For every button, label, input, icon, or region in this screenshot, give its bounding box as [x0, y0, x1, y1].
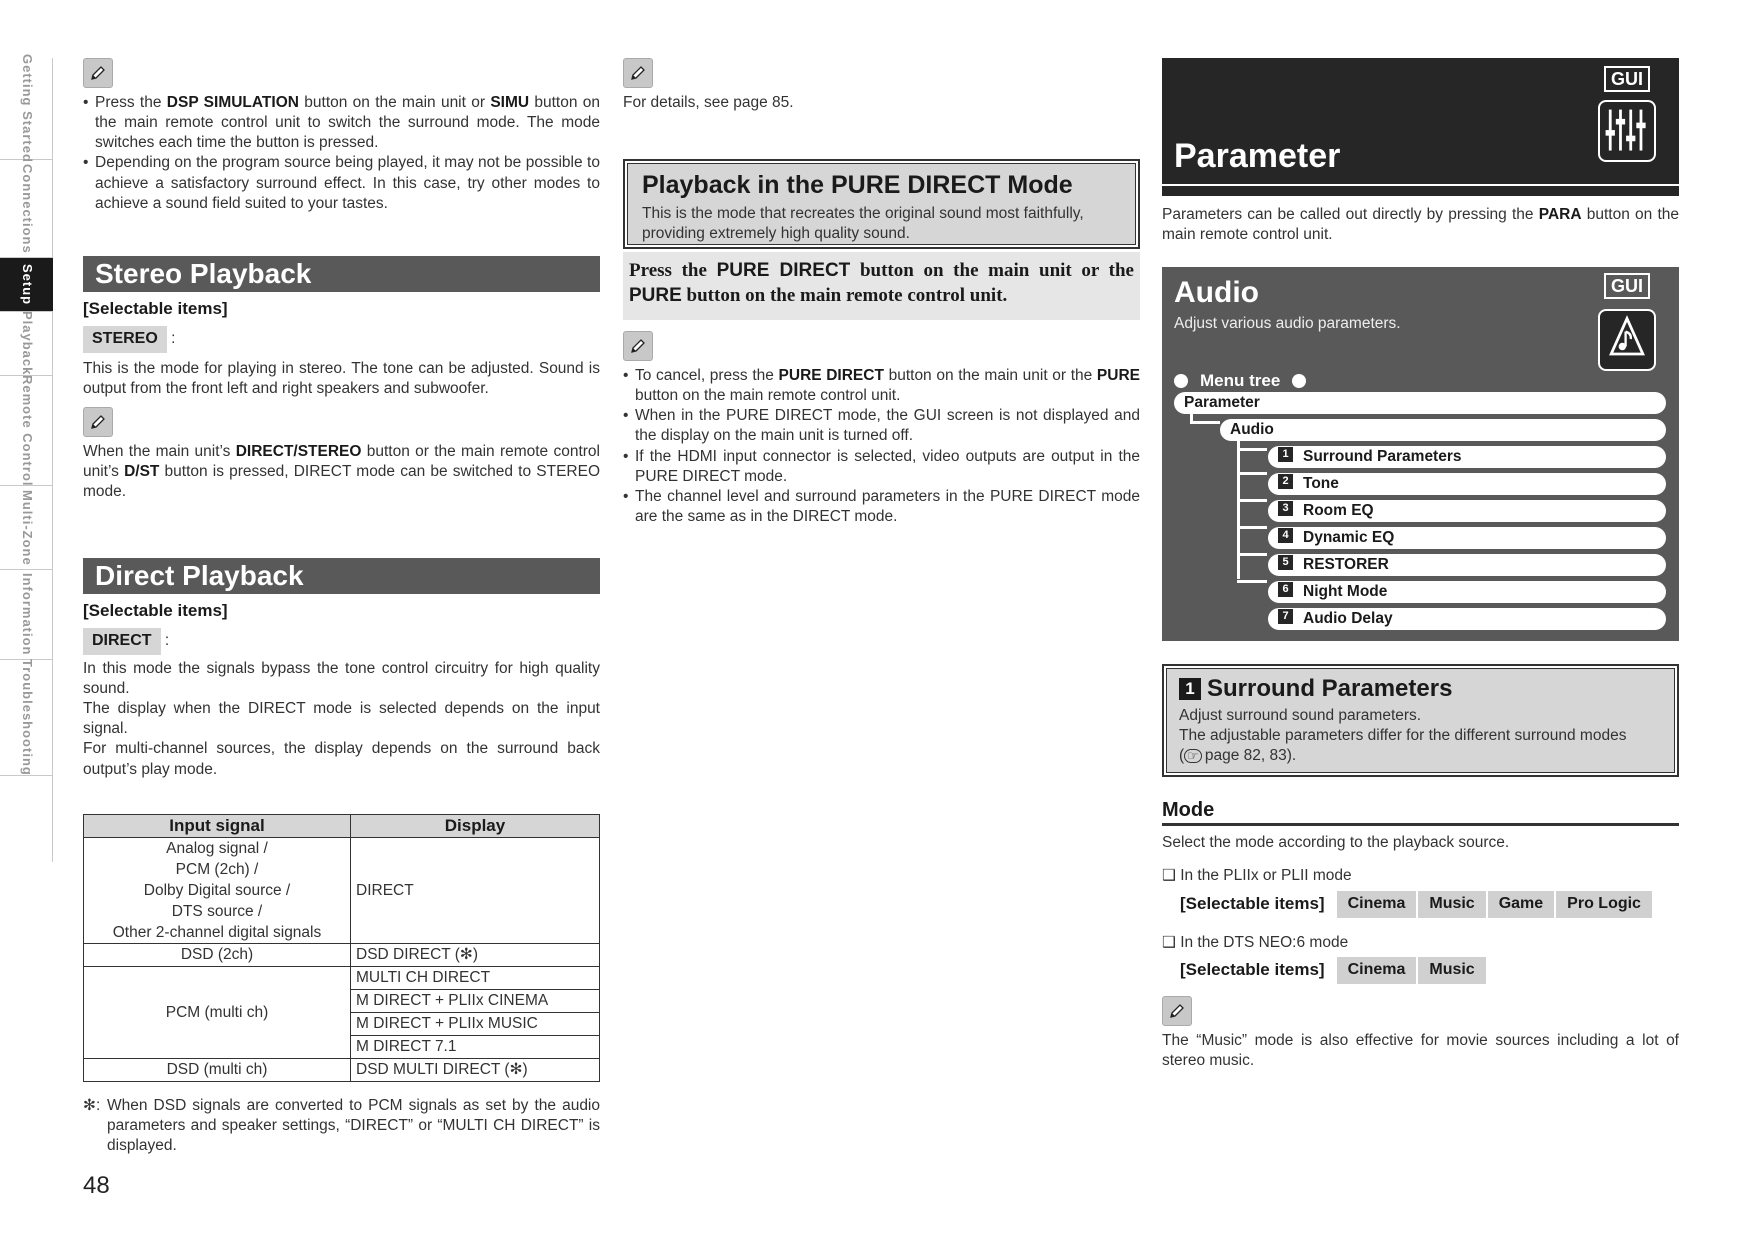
direct-mode-badge: DIRECT [83, 628, 161, 655]
parameter-header [1162, 58, 1679, 196]
tree-item-tone[interactable]: 2 Tone [1268, 473, 1666, 495]
neo-mode-label: ❑ In the DTS NEO:6 mode [1162, 934, 1349, 951]
table-cell: DSD MULTI DIRECT (✻) [351, 1059, 600, 1082]
plii-selectable-items: [Selectable items] Cinema Music Game Pro Logic [1180, 891, 1654, 918]
parameter-description: Parameters can be called out directly by pressing the PARA button on the main remote control unit. [1162, 206, 1679, 244]
table-row [84, 944, 600, 967]
table-cell: DSD DIRECT (✻) [351, 944, 600, 967]
list-item: • Depending on the program source being played, it may not be possible to achieve a satisfactory surround effect. In this case, try other modes to achieve a sound field suited to your tastes. [83, 153, 600, 213]
direct-description-1: In this mode the signals bypass the tone control circuitry for high quality sound. [83, 659, 600, 698]
note-pencil-icon [83, 407, 113, 437]
side-tab-troubleshooting[interactable]: Troubleshooting [0, 660, 53, 776]
surround-line-3: ( ☞ page 82, 83). [1179, 747, 1297, 765]
side-tab-information[interactable]: Information [0, 570, 53, 660]
table-cell: DIRECT [351, 838, 600, 944]
stereo-playback-section [83, 256, 600, 503]
table-row [84, 838, 600, 944]
list-item: • The channel level and surround parameters in the PURE DIRECT mode are the same as in the DIRECT mode. [623, 487, 1140, 527]
table-row [84, 1059, 600, 1082]
table-row [84, 967, 600, 990]
tree-item-audio[interactable]: Audio [1220, 419, 1666, 441]
table-cell: M DIRECT + PLIIx MUSIC [351, 1013, 600, 1036]
pure-direct-instruction: Press the PURE DIRECT button on the main unit or the PURE button on the main remote control unit. [623, 252, 1140, 320]
surround-line-2: The adjustable parameters differ for the different surround modes [1179, 727, 1627, 745]
option-game: Game [1488, 891, 1554, 918]
stereo-playback-heading: Stereo Playback [83, 256, 600, 292]
tree-item-dynamic-eq[interactable]: 4 Dynamic EQ [1268, 527, 1666, 549]
footnote-mark: ✻: [83, 1097, 101, 1114]
gui-badge: GUI [1604, 273, 1650, 299]
checkbox-icon: ❑ [1162, 934, 1181, 951]
middle-column [623, 58, 1140, 113]
tree-item-room-eq[interactable]: 3 Room EQ [1268, 500, 1666, 522]
side-tab-bar [0, 54, 53, 862]
direct-playback-heading: Direct Playback [83, 558, 600, 594]
page-number: 48 [83, 1172, 110, 1199]
table-cell: DSD (multi ch) [84, 1059, 351, 1082]
equalizer-icon [1598, 100, 1656, 162]
note-pencil-icon [623, 331, 653, 361]
audio-menu-panel [1162, 267, 1679, 641]
side-tab-playback[interactable]: Playback [0, 312, 53, 376]
surround-parameters-box [1162, 664, 1679, 777]
surround-parameters-title: 1 Surround Parameters [1179, 673, 1662, 704]
pure-direct-box [623, 159, 1140, 249]
direct-description-3: For multi-channel sources, the display depends on the surround back output’s play mode. [83, 740, 600, 778]
pure-direct-notes [623, 331, 1140, 527]
table-cell: M DIRECT + PLIIx CINEMA [351, 990, 600, 1013]
selectable-items-label: [Selectable items] [83, 299, 228, 318]
tree-item-surround-parameters[interactable]: 1 Surround Parameters [1268, 446, 1666, 468]
option-pro-logic: Pro Logic [1556, 891, 1652, 918]
surround-line-1: Adjust surround sound parameters. [1179, 707, 1422, 725]
audio-title: Audio [1174, 276, 1259, 309]
side-tab-multi-zone[interactable]: Multi-Zone [0, 486, 53, 570]
mode-heading: Mode [1162, 797, 1679, 826]
list-item: • Press the DSP SIMULATION button on the main unit or SIMU button on the main remote control unit to switch the surround mode. The mode switches each time the button is pressed. [83, 93, 600, 153]
footnote-text: When DSD signals are converted to PCM signals as set by the audio parameters and speaker settings, “DIRECT” or “MULTI CH DIRECT” is displayed. [107, 1097, 600, 1155]
list-item: • When in the PURE DIRECT mode, the GUI screen is not displayed and the display on the main unit is turned off. [623, 406, 1140, 446]
column-header: Input signal [84, 815, 351, 838]
selectable-items-label: [Selectable items] [83, 601, 228, 620]
list-item: • If the HDMI input connector is selected, video outputs are output in the PURE DIRECT mode. [623, 447, 1140, 487]
note-bullet-list [623, 366, 1140, 527]
parameter-title: Parameter [1174, 137, 1341, 175]
option-cinema: Cinema [1337, 957, 1417, 984]
pointing-hand-icon: ☞ [1184, 749, 1202, 763]
table-cell: PCM (multi ch) [84, 967, 351, 1059]
stereo-mode-badge: STEREO [83, 326, 167, 353]
note-bullet-list [83, 93, 600, 214]
direct-playback-section [83, 558, 600, 780]
mode-note-text: The “Music” mode is also effective for movie sources including a lot of stereo music. [1162, 1032, 1679, 1070]
option-cinema: Cinema [1337, 891, 1417, 918]
column-header: Display [351, 815, 600, 838]
table-cell: MULTI CH DIRECT [351, 967, 600, 990]
tree-item-audio-delay[interactable]: 7 Audio Delay [1268, 608, 1666, 630]
side-tab-getting-started[interactable]: Getting Started [0, 58, 53, 160]
bullet-dot-icon [1174, 374, 1188, 388]
audio-description: Adjust various audio parameters. [1174, 315, 1401, 332]
tree-item-night-mode[interactable]: 6 Night Mode [1268, 581, 1666, 603]
side-tab-setup[interactable]: Setup [0, 258, 53, 312]
list-item: • To cancel, press the PURE DIRECT button on the main unit or the PURE button on the main remote control unit. [623, 366, 1140, 406]
direct-description-2: The display when the DIRECT mode is selected depends on the input signal. [83, 700, 600, 738]
note-pencil-icon [623, 58, 653, 88]
colon: : [164, 632, 170, 650]
note-pencil-icon [83, 58, 113, 88]
mode-note [1162, 996, 1679, 1071]
colon: : [171, 330, 176, 348]
bullet-dot-icon [1292, 374, 1306, 388]
gui-badge: GUI [1604, 66, 1650, 92]
checkbox-icon: ❑ [1162, 867, 1181, 884]
option-music: Music [1418, 891, 1485, 918]
menu-tree-label: Menu tree [1174, 370, 1306, 392]
input-signal-table [83, 814, 600, 1082]
table-cell: M DIRECT 7.1 [351, 1036, 600, 1059]
note-pencil-icon [1162, 996, 1192, 1026]
side-tab-remote-control[interactable]: Remote Control [0, 376, 53, 486]
tree-item-parameter[interactable]: Parameter [1174, 392, 1666, 414]
plii-mode-label: ❑ In the PLIIx or PLII mode [1162, 867, 1352, 884]
music-note-icon [1598, 309, 1656, 371]
footnote [83, 1096, 600, 1156]
table-cell: DSD (2ch) [84, 944, 351, 967]
table-header-row [84, 815, 600, 838]
stereo-note: When the main unit’s DIRECT/STEREO button or the main remote control unit’s D/ST button is pressed, DIRECT mode can be switched to STEREO mode. [83, 443, 600, 501]
tree-item-restorer[interactable]: 5 RESTORER [1268, 554, 1666, 576]
stereo-description: This is the mode for playing in stereo. The tone can be adjusted. Sound is output from the front left and right speakers and subwoofer. [83, 359, 600, 398]
pure-direct-title: Playback in the PURE DIRECT Mode [642, 171, 1073, 199]
mode-description: Select the mode according to the playback source. [1162, 834, 1510, 851]
option-music: Music [1418, 957, 1485, 984]
pure-direct-description: This is the mode that recreates the original sound most faithfully, providing extremely high quality sound. [642, 204, 1084, 242]
table-cell: Analog signal / PCM (2ch) / Dolby Digital source / DTS source / Other 2-channel digital signals [84, 838, 351, 944]
side-tab-connections[interactable]: Connections [0, 160, 53, 258]
details-reference: For details, see page 85. [623, 94, 794, 111]
left-column [83, 58, 600, 214]
neo-selectable-items: [Selectable items] Cinema Music [1180, 957, 1488, 984]
